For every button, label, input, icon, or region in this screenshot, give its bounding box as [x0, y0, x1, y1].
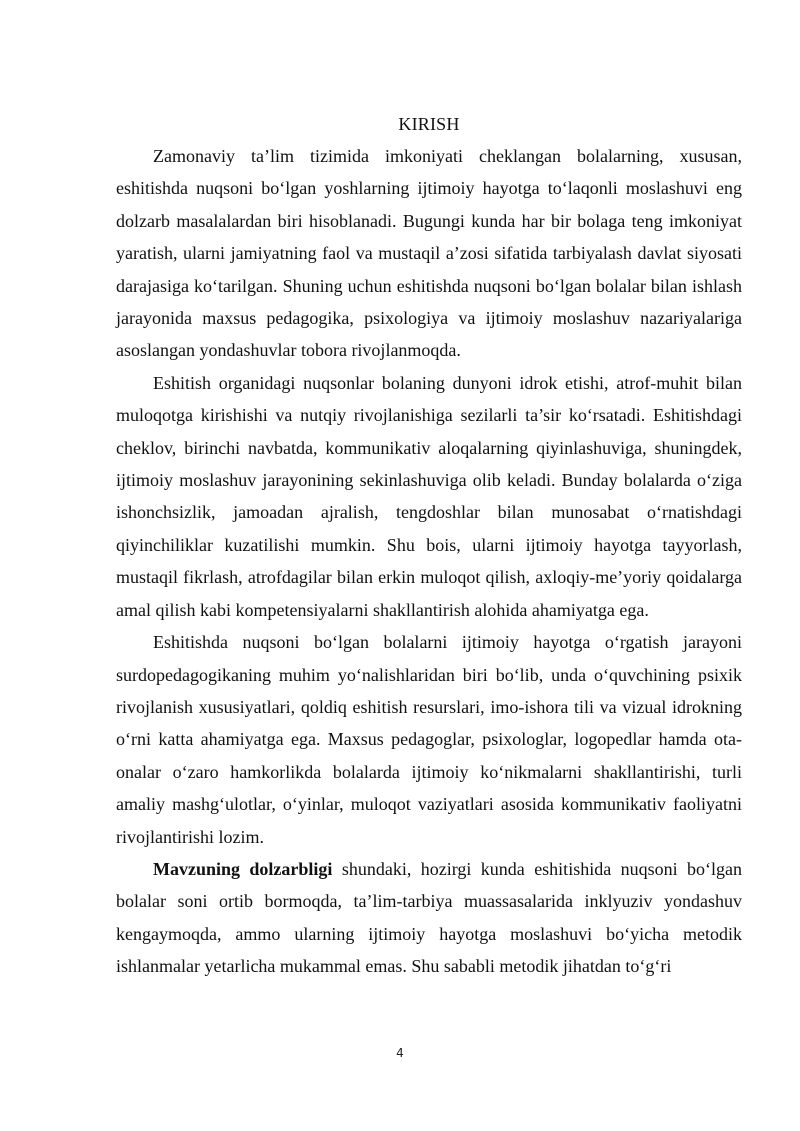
paragraph-4-text: shundaki, hozirgi kunda eshitishida nuqsoni bo‘lgan bolalar soni ortib bormoqda, ta’lim-tarbiya muassasalarida inklyuziv yondashuv kengaymoqda, ammo ularning ijtimoiy hayotga moslashuvi bo‘yicha metodik ishlanmalar yetarlicha mukammal emas. Shu sababli metodik jihatdan to‘g‘ri	[116, 858, 742, 977]
paragraph-1-text: Zamonaviy ta’lim tizimida imkoniyati cheklangan bolalarning, xususan, eshitishda nuqsoni bo‘lgan yoshlarning ijtimoiy hayotga to‘laqonli moslashuvi eng dolzarb masalalardan biri hisoblanadi. Bugungi kunda har bir bolaga teng imkoniyat yaratish, ularni jamiyatning faol va mustaqil a’zosi sifatida tarbiyalash davlat siyosati darajasiga ko‘tarilgan. Shuning uchun eshitishda nuqsoni bo‘lgan bolalar bilan ishlash jarayonida maxsus pedagogika, psixologiya va ijtimoiy moslashuv nazariyalariga asoslangan yondashuvlar tobora rivojlanmoqda.	[116, 146, 742, 361]
paragraph-4	[116, 853, 742, 983]
section-title: KIRISH	[398, 114, 460, 134]
paragraph-1	[116, 140, 742, 367]
page-content	[116, 108, 742, 983]
paragraph-3	[116, 626, 742, 853]
paragraph-2	[116, 367, 742, 626]
paragraph-3-text: Eshitishda nuqsoni bo‘lgan bolalarni ijtimoiy hayotga o‘rgatish jarayoni surdopedagogikaning muhim yo‘nalishlaridan biri bo‘lib, unda o‘quvchining psixik rivojlanish xususiyatlari, qoldiq eshitish resurslari, imo-ishora tili va vizual idrokning o‘rni katta ahamiyatga ega. Maxsus pedagoglar, psixologlar, logopedlar hamda ota-onalar o‘zaro hamkorlikda bolalarda ijtimoiy ko‘nikmalarni shakllantirishi, turli amaliy mashg‘ulotlar, o‘yinlar, muloqot vaziyatlari asosida kommunikativ faoliyatni rivojlantirishi lozim.	[116, 632, 742, 847]
paragraph-4-bold-lead: Mavzuning dolzarbligi	[153, 858, 333, 879]
page-number: 4	[396, 1046, 404, 1060]
paragraph-2-text: Eshitish organidagi nuqsonlar bolaning dunyoni idrok etishi, atrof-muhit bilan muloqotga kirishishi va nutqiy rivojlanishiga sezilarli ta’sir ko‘rsatadi. Eshitishdagi cheklov, birinchi navbatda, kommunikativ aloqalarning qiyinlashuviga, shuningdek, ijtimoiy moslashuv jarayonining sekinlashuviga olib keladi. Bunday bolalarda o‘ziga ishonchsizlik, jamoadan ajralish, tengdoshlar bilan munosabat o‘rnatishdagi qiyinchiliklar kuzatilishi mumkin. Shu bois, ularni ijtimoiy hayotga tayyorlash, mustaqil fikrlash, atrofdagilar bilan erkin muloqot qilish, axloqiy-me’yoriy qoidalarga amal qilish kabi kompetensiyalarni shakllantirish alohida ahamiyatga ega.	[116, 372, 742, 620]
